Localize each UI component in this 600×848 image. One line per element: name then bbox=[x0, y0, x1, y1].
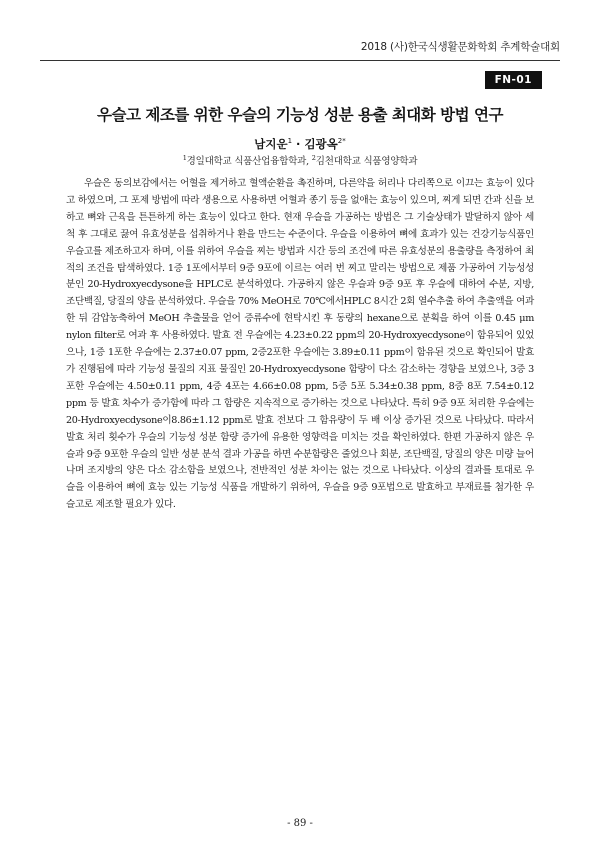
author-name: 남지운 bbox=[254, 137, 288, 151]
paper-code-badge: FN-01 bbox=[485, 71, 542, 89]
author-separator: · bbox=[292, 137, 305, 151]
affiliation: 경일대학교 식품산업융합학과, bbox=[186, 156, 312, 167]
abstract-paragraph: 우슬은 동의보감에서는 어혈을 제거하고 혈액순환을 촉진하며, 다른약을 허리나 다리쪽으로 이끄는 효능이 있다고 하였으며, 그 포제 방법에 따라 생용으로 사용하면 어혈과 종기 등을 없애는 효능이 있으며, 찌게 되면 간과 신을 보하고 뼈와 근육을 튼튼하게 하는 효능이 있다고 한다. 현재 우슬을 가공하는 방법은 그 기술상태가 발달하지 않아 세척 후 그대로 끓여 유효성분을 섭취하거나 환을 만드는 수준이다. 우슬을 이용하여 뼈에 효과가 있는 건강기능식품인 우슬고를 제조하고자 하며, 이를 위하여 우슬을 찌는 방법과 시간 등의 조건에 따른 유효성분의 용출량을 측정하여 최적의 조건을 탐색하였다. 1증 1포에서부터 9증 9포에 이르는 여러 번 찌고 말리는 방법으로 제품 가공하여 기능성성분인 20-Hydroxyecdysone을 HPLC로 분석하였다. 가공하지 않은 우슬과 9증 9포 후 우슬에 대하여 수분, 지방, 조단백질, 당질의 양을 분석하였다. 우슬을 70% MeOH로 70℃에서HPLC 8시간 2회 열수추출 하여 추출액을 여과한 뒤 감압농축하여 MeOH 추출물을 얻어 증류수에 현탁시킨 후 동량의 hexane으로 분획을 하여 이를 0.45 μm nylon filter로 여과 후 사용하였다. 발효 전 우슬에는 4.23±0.22 ppm의 20-Hydroxyecdysone이 함유되어 있었으나, 1증 1포한 우슬에는 2.37±0.07 ppm, 2증2포한 우슬에는 3.89±0.11 ppm이 함유된 것으로 확인되어 발효가 진행됨에 따라 기능성 물질의 지표 물질인 20-Hydroxyecdysone 함량이 다소 감소하는 경향을 보였으나, 3증 3포한 우슬에는 4.50±0.11 ppm, 4증 4포는 4.66±0.08 ppm, 5증 5포 5.34±0.38 ppm, 8증 8포 7.54±0.12 ppm 등 발효 차수가 증가함에 따라 그 함량은 지속적으로 증가하는 것으로 나타났다. 특히 9증 9포 처리한 우슬에는 20-Hydroxyecdysone이8.86±1.12 ppm로 발효 전보다 그 함유량이 두 배 이상 증가된 것으로 나타났다. 따라서 발효 처리 횟수가 우슬의 기능성 성분 함량 증가에 유용한 영향력을 미치는 것을 확인하였다. 한편 가공하지 않은 우슬과 9증 9포한 우슬의 일반 성분 분석 결과 가공을 하면 수분함량은 줄었으나 회분, 조단백질, 당질의 양은 미량 늘어나며 조지방의 양은 다소 감소함을 보였으나, 전반적인 성분 차이는 없는 것으로 나타났다. 이상의 결과를 토대로 우슬을 이용하여 뼈에 효능 있는 기능성 식품을 개발하기 위하여, 우슬을 9증 9포법으로 발효하고 부재료를 첨가한 우슬고로 제조할 필요가 있다. bbox=[66, 178, 534, 511]
affil-mark: 2 bbox=[311, 153, 316, 162]
author-affil-mark: 2* bbox=[337, 137, 346, 146]
page-number: - 89 - bbox=[287, 818, 313, 829]
author-line bbox=[0, 136, 600, 152]
affil-mark: 1 bbox=[182, 153, 187, 162]
affiliation-line bbox=[0, 153, 600, 167]
abstract-body bbox=[66, 176, 534, 514]
author-name: 김광옥 bbox=[304, 137, 338, 151]
header-divider bbox=[40, 60, 560, 61]
conference-header: 2018 (사)한국식생활문화학회 추계학술대회 bbox=[360, 41, 560, 53]
author-affil-mark: 1 bbox=[287, 137, 293, 146]
paper-title: 우슬고 제조를 위한 우슬의 기능성 성분 용출 최대화 방법 연구 bbox=[97, 106, 503, 124]
affiliation: 김천대학교 식품영양학과 bbox=[315, 156, 418, 167]
